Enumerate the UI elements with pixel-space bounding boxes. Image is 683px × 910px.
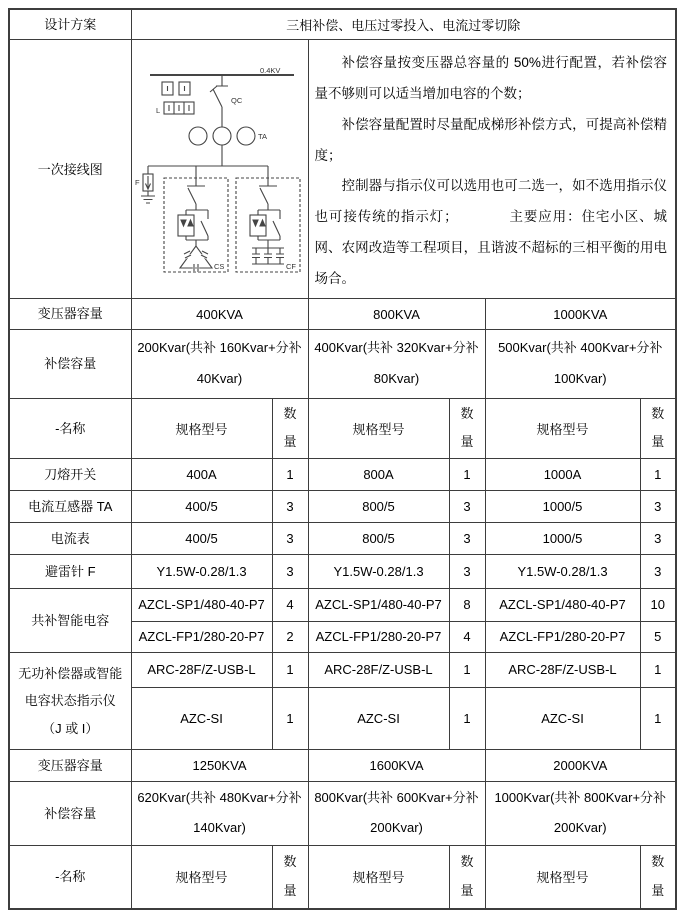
spec-cell: AZCL-SP1/480-40-P7 <box>485 588 640 621</box>
spec-cell: AZC-SI <box>131 687 272 749</box>
spec-cell: 1000A <box>485 458 640 490</box>
qty-cell: 1 <box>640 458 676 490</box>
design-label: 设计方案 <box>9 9 131 40</box>
row-label: 电流表 <box>9 522 131 554</box>
cf-capacitor-bank <box>252 248 284 264</box>
table-row <box>9 652 676 687</box>
qty-cell: 3 <box>449 554 485 588</box>
spec-cell: AZCL-FP1/280-20-P7 <box>308 621 449 652</box>
s1-head-spec-2: 规格型号 <box>308 398 449 458</box>
meter-l-label: L <box>155 106 160 116</box>
cf-label: CF <box>285 262 296 272</box>
s1-compensation-v2: 400Kvar(共补 320Kvar+分补 80Kvar) <box>308 329 485 398</box>
table-row <box>9 490 676 522</box>
s2-head-qty-1 <box>272 846 308 909</box>
qty-cell: 3 <box>640 522 676 554</box>
s2-compensation-row <box>9 781 676 845</box>
qty-cell: 3 <box>272 522 308 554</box>
ta-label: TA <box>257 132 267 142</box>
s1-transformer-v1: 400KVA <box>131 299 308 329</box>
s1-transformer-label: 变压器容量 <box>9 299 131 329</box>
spec-cell: 1000/5 <box>485 490 640 522</box>
arrester-f-label: F <box>134 178 140 188</box>
s2-transformer-v1: 1250KVA <box>131 749 308 781</box>
qty-cell: 3 <box>640 490 676 522</box>
s1-transformer-row <box>9 299 676 329</box>
qty-header-text: 数量 <box>460 854 474 898</box>
spec-cell: 400/5 <box>131 490 272 522</box>
s2-head-qty-3 <box>640 846 676 909</box>
s1-head-qty-3 <box>640 398 676 458</box>
spec-cell: AZCL-SP1/480-40-P7 <box>308 588 449 621</box>
qty-cell: 3 <box>449 490 485 522</box>
s2-compensation-v2: 800Kvar(共补 600Kvar+分补 200Kvar) <box>308 781 485 845</box>
spec-cell: Y1.5W-0.28/1.3 <box>131 554 272 588</box>
s1-head-spec-3: 规格型号 <box>485 398 640 458</box>
qty-cell: 1 <box>640 687 676 749</box>
table-row <box>9 522 676 554</box>
qty-header-text: 数量 <box>283 405 297 450</box>
table-row <box>9 588 676 621</box>
row-label: 电流互感器 TA <box>9 490 131 522</box>
spec-cell: AZCL-SP1/480-40-P7 <box>131 588 272 621</box>
spec-cell: 800A <box>308 458 449 490</box>
qty-header-text: 数量 <box>651 854 665 898</box>
one-line-diagram <box>134 62 306 276</box>
spec-cell: AZC-SI <box>485 687 640 749</box>
s1-header-row <box>9 398 676 458</box>
qty-cell: 1 <box>640 652 676 687</box>
spec-cell: 800/5 <box>308 490 449 522</box>
s2-head-name: -名称 <box>9 846 131 909</box>
qty-cell: 1 <box>272 458 308 490</box>
qc-label: QC <box>230 96 242 106</box>
spec-cell: 400/5 <box>131 522 272 554</box>
s2-header-row <box>9 846 676 909</box>
qty-cell: 1 <box>272 687 308 749</box>
qty-cell: 8 <box>449 588 485 621</box>
row-label: 无功补偿器或智能电容状态指示仪（J 或 I） <box>9 652 131 749</box>
qty-cell: 1 <box>449 652 485 687</box>
s2-head-spec-1: 规格型号 <box>131 846 272 909</box>
spec-cell: AZCL-FP1/280-20-P7 <box>485 621 640 652</box>
qty-cell: 1 <box>272 652 308 687</box>
table-row <box>9 554 676 588</box>
cs-label: CS <box>213 262 224 272</box>
panel-meters <box>162 82 194 114</box>
qc-knife-switch <box>210 75 228 120</box>
s2-head-spec-2: 规格型号 <box>308 846 449 909</box>
qty-header-text: 数量 <box>460 405 474 450</box>
wiring-row <box>9 40 676 299</box>
s2-compensation-label: 补偿容量 <box>9 781 131 845</box>
spec-cell: Y1.5W-0.28/1.3 <box>308 554 449 588</box>
qty-cell: 10 <box>640 588 676 621</box>
s2-transformer-row <box>9 749 676 781</box>
qty-cell: 1 <box>449 458 485 490</box>
spec-cell: AZC-SI <box>308 687 449 749</box>
qty-cell: 4 <box>272 588 308 621</box>
row-label: 共补智能电容 <box>9 588 131 652</box>
wiring-label: 一次接线图 <box>9 40 131 299</box>
s2-head-qty-2 <box>449 846 485 909</box>
qty-cell: 3 <box>272 490 308 522</box>
wiring-notes-cell <box>308 40 676 299</box>
s1-compensation-v3: 500Kvar(共补 400Kvar+分补 100Kvar) <box>485 329 676 398</box>
note-paragraph-2: 补偿容量配置时尽量配成梯形补偿方式，可提高补偿精度； <box>314 116 668 163</box>
note-paragraph-3: 控制器与指示仪可以选用也可二选一，如不选用指示仪也可接传统的指示灯； 主要应用：住宅小区、城网、农网改造等工程项目，且谐波不超标的三相平衡的用电场合。 <box>314 178 668 286</box>
table-row <box>9 458 676 490</box>
s1-compensation-label: 补偿容量 <box>9 329 131 398</box>
spec-cell: ARC-28F/Z-USB-L <box>308 652 449 687</box>
design-value: 三相补偿、电压过零投入、电流过零切除 <box>131 9 676 40</box>
s2-transformer-v2: 1600KVA <box>308 749 485 781</box>
qty-cell: 1 <box>449 687 485 749</box>
note-paragraph-1: 补偿容量按变压器总容量的 50%进行配置，若补偿容量不够则可以适当增加电容的个数； <box>314 55 668 102</box>
qty-header-text: 数量 <box>651 405 665 450</box>
wiring-diagram-cell <box>131 40 308 299</box>
bus-voltage-label: 0.4KV <box>259 66 280 76</box>
s1-head-name: -名称 <box>9 398 131 458</box>
s1-transformer-v2: 800KVA <box>308 299 485 329</box>
qty-cell: 3 <box>449 522 485 554</box>
spec-table <box>8 8 677 910</box>
s1-compensation-v1: 200Kvar(共补 160Kvar+分补 40Kvar) <box>131 329 308 398</box>
diagram-lines <box>141 75 300 272</box>
spec-cell: ARC-28F/Z-USB-L <box>485 652 640 687</box>
current-transformers <box>189 120 255 166</box>
s1-head-spec-1: 规格型号 <box>131 398 272 458</box>
spec-cell: ARC-28F/Z-USB-L <box>131 652 272 687</box>
s2-transformer-label: 变压器容量 <box>9 749 131 781</box>
cs-branch-box <box>164 178 228 272</box>
qty-header-text: 数量 <box>283 854 297 898</box>
s2-head-spec-3: 规格型号 <box>485 846 640 909</box>
spec-cell: Y1.5W-0.28/1.3 <box>485 554 640 588</box>
spec-cell: 400A <box>131 458 272 490</box>
s2-transformer-v3: 2000KVA <box>485 749 676 781</box>
design-row <box>9 9 676 40</box>
s2-compensation-v1: 620Kvar(共补 480Kvar+分补 140Kvar) <box>131 781 308 845</box>
qty-cell: 4 <box>449 621 485 652</box>
spec-cell: 800/5 <box>308 522 449 554</box>
s1-head-qty-2 <box>449 398 485 458</box>
cs-switch-thyristor <box>178 166 208 246</box>
s1-compensation-row <box>9 329 676 398</box>
qty-cell: 3 <box>272 554 308 588</box>
s2-compensation-v3: 1000Kvar(共补 800Kvar+分补 200Kvar) <box>485 781 676 845</box>
s1-transformer-v3: 1000KVA <box>485 299 676 329</box>
spec-cell: 1000/5 <box>485 522 640 554</box>
row-label: 避雷针 F <box>9 554 131 588</box>
row-label: 刀熔开关 <box>9 458 131 490</box>
arrester-branch <box>141 166 155 203</box>
qty-cell: 2 <box>272 621 308 652</box>
spec-cell: AZCL-FP1/280-20-P7 <box>131 621 272 652</box>
qty-cell: 3 <box>640 554 676 588</box>
qty-cell: 5 <box>640 621 676 652</box>
s1-head-qty-1 <box>272 398 308 458</box>
cf-switch-thyristor <box>250 166 280 248</box>
cs-delta-capacitor <box>180 246 212 272</box>
